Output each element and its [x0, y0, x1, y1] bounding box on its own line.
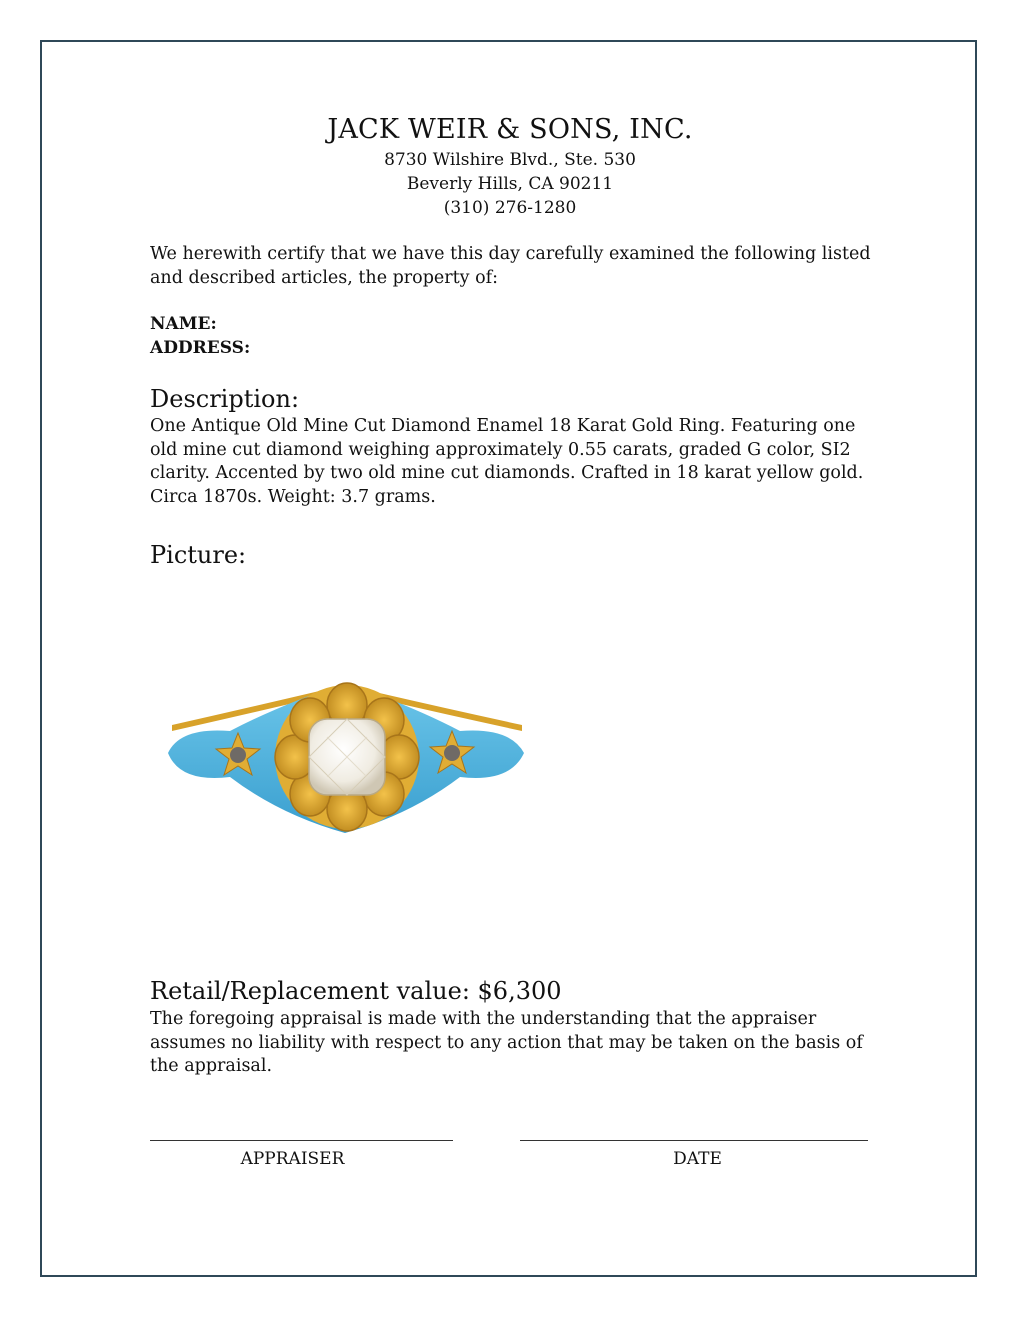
description-text: One Antique Old Mine Cut Diamond Enamel 18 Karat Gold Ring. Featuring one old mine cut diamond weighing approximately 0.55 carats, graded G color, SI2 clarity. Accented by two old mine cut diamonds. Crafted in 18 karat yellow gold. Circa 1870s. Weight: 3.7 grams. [150, 416, 864, 507]
ring-picture [160, 665, 530, 840]
name-label: NAME: [150, 314, 217, 334]
certification-text: We herewith certify that we have this day carefully examined the following listed and described articles, the property of: [150, 244, 871, 288]
company-phone: (310) 276-1280 [443, 198, 577, 218]
address-label: ADDRESS: [150, 338, 251, 358]
appraiser-signature-line [150, 1140, 453, 1141]
company-name: JACK WEIR & SONS, INC. [327, 114, 693, 145]
ring-bezel [275, 683, 419, 831]
retail-value-title: Retail/Replacement value: $6,300 [150, 977, 562, 1005]
company-address-line2: Beverly Hills, CA 90211 [406, 174, 614, 194]
description-title: Description: [150, 385, 300, 413]
company-address-line1: 8730 Wilshire Blvd., Ste. 530 [384, 150, 636, 170]
appraiser-label: APPRAISER [240, 1149, 345, 1169]
page-frame [40, 40, 977, 1277]
picture-title: Picture: [150, 541, 247, 569]
appraisal-disclaimer: The foregoing appraisal is made with the understanding that the appraiser assumes no liability with respect to any action that may be taken on the basis of the appraisal. [150, 1009, 863, 1076]
date-label: DATE [673, 1149, 722, 1169]
date-signature-line [520, 1140, 868, 1141]
